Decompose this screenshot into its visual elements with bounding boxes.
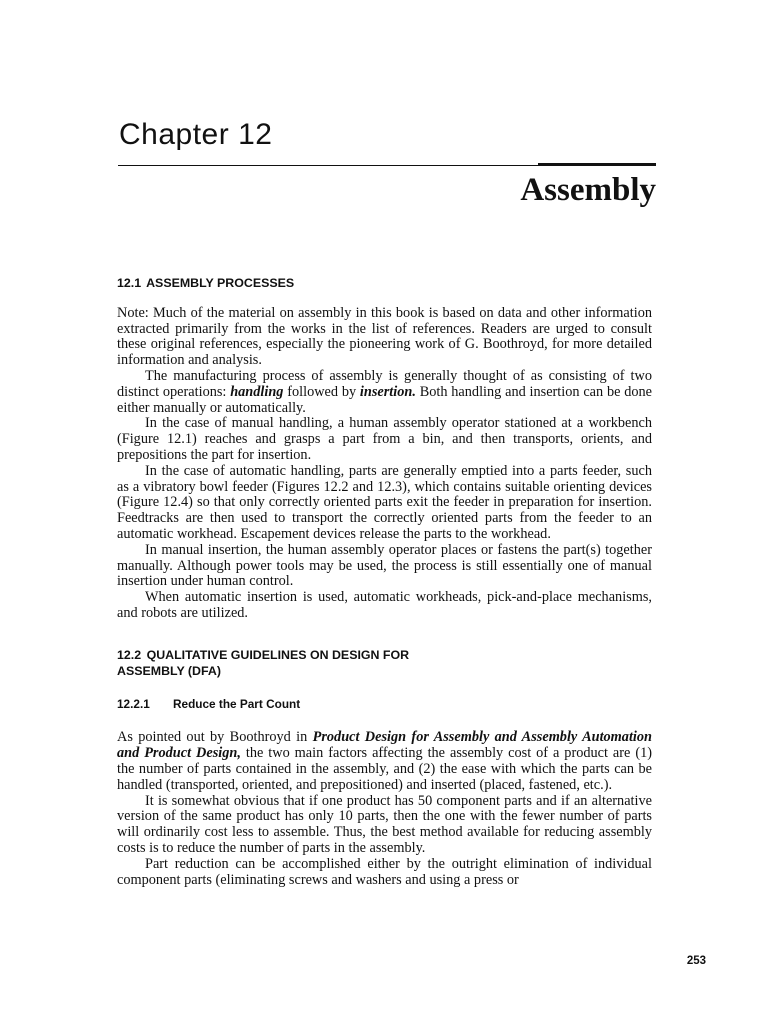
subsection-title: Reduce the Part Count	[173, 697, 301, 712]
paragraph-manual-handling: In the case of manual handling, a human assembly operator stationed at a workbench (Figure 12.1) reaches and grasps a part from a bin, and then transports, orients, and prepositions the part for insertion.	[117, 415, 652, 463]
paragraph-note: Note: Much of the material on assembly in this book is based on data and other information extracted primarily from the works in the list of references. Readers are urged to consult these original references, especially the pioneering work of G. Boothroyd, for more detailed information and analysis.	[117, 304, 652, 369]
chapter-title: Assembly	[520, 172, 656, 208]
section-heading-12-2	[117, 648, 652, 680]
paragraph-manual-insertion: In manual insertion, the human assembly operator places or fastens the part(s) together manually. Although power tools may be used, the process is still essentially one of manual insertion under human control.	[117, 541, 652, 590]
term-insertion: insertion.	[359, 383, 416, 400]
text-run: The manufacturing process of assembly is generally thought of as consisting of two distinct operations:	[117, 367, 652, 400]
text-run: As pointed out by Boothroyd in	[117, 729, 313, 746]
paragraph-part-reduction: Part reduction can be accomplished either by the outright elimination of individual component parts (eliminating screws and washers and using a press or	[117, 855, 652, 888]
section-heading-12-1	[117, 276, 652, 292]
section-number: 12.2	[117, 647, 142, 662]
paragraph-automatic-insertion: When automatic insertion is used, automatic workheads, pick-and-place mechanisms, and robots are utilized.	[117, 589, 652, 621]
term-handling: handling	[230, 383, 284, 400]
paragraph-boothroyd	[117, 730, 652, 793]
section-number: 12.1	[117, 276, 142, 290]
section-title-line-2: ASSEMBLY (DFA)	[117, 663, 221, 678]
book-title: Product Design for Assembly and Assembly Automation and Product Design,	[117, 729, 652, 762]
paragraph-part-count: It is somewhat obvious that if one product has 50 component parts and if an alternative version of the same product has only 10 parts, then the one with the fewer number of parts will ordinarily cost less to assemble. Thus, the best method available for reducing assembly costs is to reduce the number of parts in the assembly.	[117, 792, 652, 856]
page-body	[117, 276, 652, 888]
section-title: ASSEMBLY PROCESSES	[146, 276, 295, 290]
text-run: the two main factors affecting the assembly cost of a product are (1) the number of parts contained in the assembly, and (2) the ease with which the parts can be handled (transported, oriented, and prepositioned) and inserted (placed, fastened, etc.).	[117, 745, 652, 793]
paragraph-automatic-handling: In the case of automatic handling, parts are generally emptied into a parts feeder, such as a vibratory bowl feeder (Figures 12.2 and 12.3), which contains suitable orienting devices (Figure 12.4) so that only correctly oriented parts exit the feeder in preparation for insertion. Feedtracks are then used to transport the correctly oriented parts from the feeder to an automatic workhead. Escapement devices release the parts to the workhead.	[117, 462, 652, 542]
section-title-line-1: QUALITATIVE GUIDELINES ON DESIGN FOR	[146, 647, 410, 662]
subsection-number: 12.2.1	[117, 697, 150, 712]
subsection-heading-12-2-1	[117, 697, 652, 712]
text-run: Both handling and insertion can be done either manually or automatically.	[117, 383, 653, 416]
text-run: followed by	[283, 383, 360, 400]
chapter-label: Chapter 12	[119, 118, 273, 151]
paragraph-operations	[117, 369, 652, 416]
chapter-rule-accent	[538, 163, 656, 166]
page-number: 253	[686, 955, 706, 967]
